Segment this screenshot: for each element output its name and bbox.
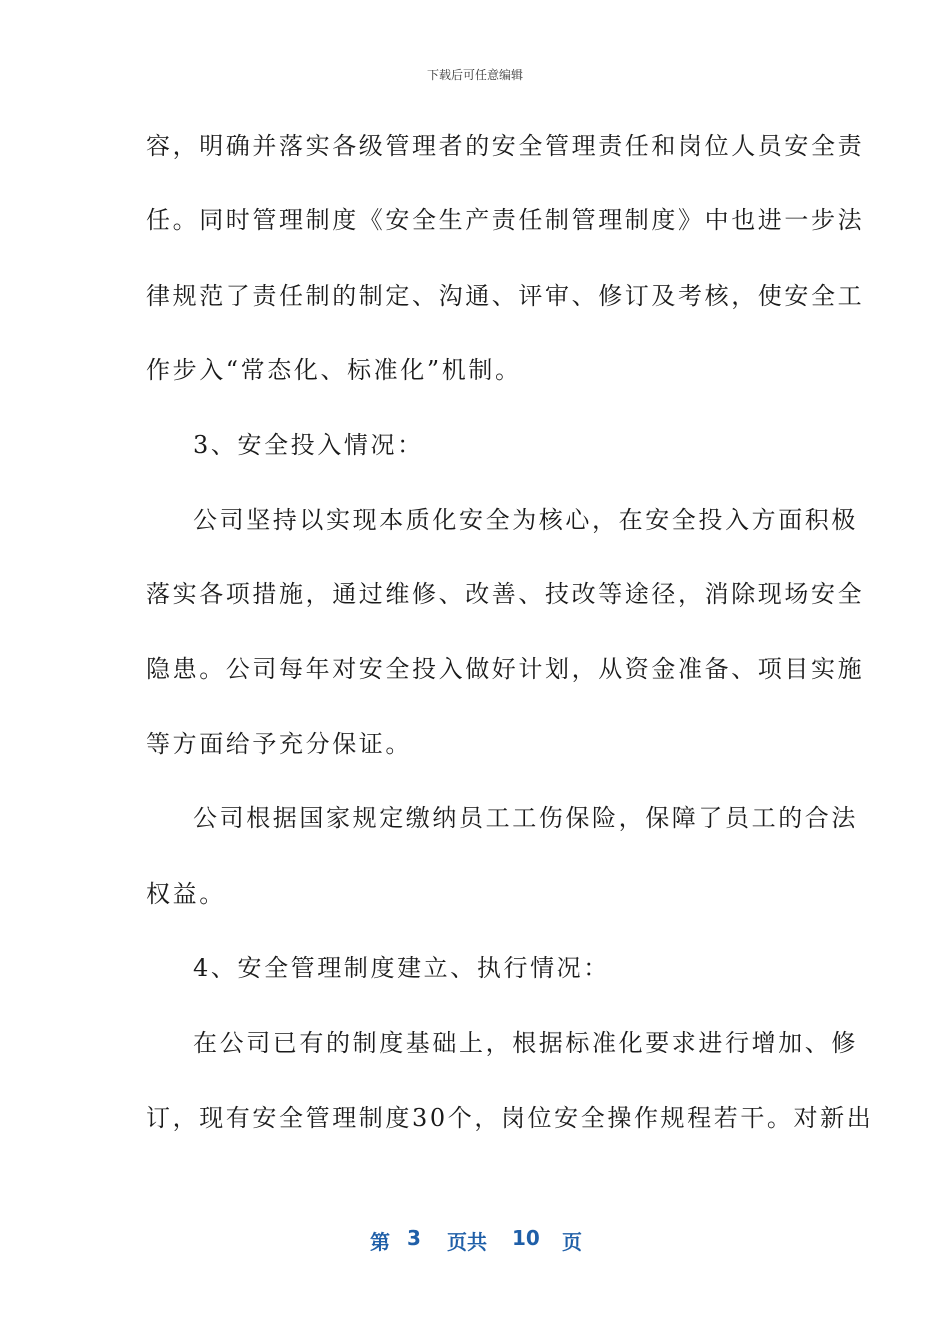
body-line: 作步入“常态化、标准化”机制。 [146, 356, 522, 384]
page-total: 10 [512, 1226, 540, 1250]
section-heading: 3、安全投入情况： [193, 431, 424, 459]
body-line: 公司根据国家规定缴纳员工工伤保险，保障了员工的合法 [193, 804, 858, 832]
body-line: 权益。 [146, 880, 226, 908]
body-line: 公司坚持以实现本质化安全为核心，在安全投入方面积极 [193, 506, 858, 534]
body-line: 等方面给予充分保证。 [146, 730, 412, 758]
page-prefix: 第 [370, 1230, 390, 1254]
body-line: 隐患。公司每年对安全投入做好计划，从资金准备、项目实施 [146, 655, 865, 683]
body-line: 律规范了责任制的制定、沟通、评审、修订及考核，使安全工 [146, 282, 865, 310]
body-line: 任。同时管理制度《安全生产责任制管理制度》中也进一步法 [146, 206, 865, 234]
page-suffix: 页 [562, 1230, 582, 1254]
body-line: 订，现有安全管理制度30个，岗位安全操作规程若干。对新出 [146, 1104, 874, 1132]
page-number: 3 [407, 1226, 421, 1250]
section-heading: 4、安全管理制度建立、执行情况： [193, 954, 610, 982]
body-line: 在公司已有的制度基础上，根据标准化要求进行增加、修 [193, 1029, 858, 1057]
page-mid: 页共 [447, 1230, 487, 1254]
header-note: 下载后可任意编辑 [426, 68, 523, 82]
body-line: 容，明确并落实各级管理者的安全管理责任和岗位人员安全责 [146, 132, 865, 160]
body-line: 落实各项措施，通过维修、改善、技改等途径，消除现场安全 [146, 580, 865, 608]
